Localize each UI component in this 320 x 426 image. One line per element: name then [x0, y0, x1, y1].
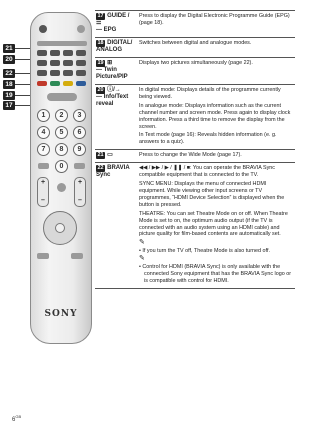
av-input-icon: [74, 163, 85, 169]
theatre-icon: [76, 60, 86, 66]
text-icon: [76, 70, 86, 76]
digit-4-button: 4: [37, 126, 50, 139]
remote-control-illustration: [0, 0, 96, 426]
key-cell: [95, 163, 137, 288]
description-cell: [137, 85, 295, 149]
digit-2-button: 2: [55, 109, 68, 122]
description-text: In analogue mode: Displays information such as the current channel number and screen mode. Press again to display clock information. Press a third time to remove the display from the screen.: [139, 102, 291, 130]
key-subname: ANALOG: [96, 47, 122, 53]
info-icon: [50, 60, 60, 66]
notes-icon: ✎: [139, 239, 145, 247]
callout-20: 20: [3, 55, 15, 64]
pause-icon: [63, 50, 73, 56]
rewind-icon: [37, 50, 47, 56]
key-cell: [95, 150, 137, 162]
digit-6-button: 6: [73, 126, 86, 139]
key-subname: — Twin Picture/PIP: [96, 67, 128, 80]
row-number-badge: 20: [97, 87, 104, 93]
digital-analog-icon: [37, 70, 47, 76]
standby-icon: [77, 25, 85, 33]
volume-up-label: +: [40, 179, 46, 186]
key-subname: — Info/Text reveal: [96, 94, 129, 107]
table-row: [95, 150, 295, 163]
sync-menu-icon: [63, 60, 73, 66]
table-row: [95, 58, 295, 85]
key-cell: [95, 11, 137, 37]
callout-22: 22: [3, 69, 15, 78]
description-text: Press to change the Wide Mode (page 17).: [139, 152, 242, 159]
previous-channel-icon: [38, 163, 49, 169]
description-cell: [137, 38, 295, 57]
description-text: Switches between digital and analogue modes.: [139, 40, 252, 46]
digit-7-button: 7: [37, 143, 50, 156]
description-text: Displays two pictures simultaneously (page 22).: [139, 60, 253, 66]
info-icon: ⓘ/→: [107, 87, 121, 93]
callout-19: 19: [3, 91, 15, 100]
description-cell: [137, 11, 295, 37]
callout-17: 17: [3, 101, 15, 110]
stop-icon: [76, 50, 86, 56]
table-row: [95, 38, 295, 58]
callout-18: 18: [3, 80, 15, 89]
digit-8-button: 8: [55, 143, 68, 156]
key-name: DIGITAL/: [107, 40, 133, 46]
row-number-badge: 21: [97, 152, 104, 159]
twin-picture-icon: ⊞: [107, 60, 113, 66]
description-text: Press to display the Digital Electronic Programme Guide (EPG) (page 18).: [139, 13, 290, 26]
page-number: [12, 414, 21, 423]
yellow-key-icon: [63, 81, 73, 86]
table-row: [95, 85, 295, 150]
key-cell: [95, 58, 137, 84]
digit-9-button: 9: [73, 143, 86, 156]
table-row: [95, 11, 295, 38]
blue-key-icon: [76, 81, 86, 86]
button-description-table: [95, 10, 295, 289]
volume-down-label: –: [41, 197, 45, 204]
options-icon: [71, 253, 83, 259]
row-number-badge: 17: [97, 13, 104, 19]
key-cell: [95, 85, 137, 149]
play-icon: [50, 50, 60, 56]
volume-rocker: [37, 177, 49, 207]
table-row: [95, 163, 295, 289]
row-number-badge: 19: [97, 60, 104, 66]
return-icon: [37, 253, 49, 259]
guide-icon: [63, 70, 73, 76]
row-number-badge: 22: [97, 165, 104, 172]
twin-picture-icon: [50, 70, 60, 76]
description-text: THEATRE: You can set Theatre Mode on or off. When Theatre Mode is set to on, the optimum audio output (if the TV is connected with an audio system using an HDMI cable) and picture quality for film-based contents are automatically set.: [139, 210, 288, 238]
key-name: GUIDE / ☰: [96, 13, 130, 26]
description-cell: [137, 150, 295, 162]
red-key-icon: [37, 81, 47, 86]
description-text: SYNC MENU: Displays the menu of connected HDMI equipment. While viewing other input screens or TV programmes, “HDMI Device Selection” is displayed when the button is pressed.: [139, 181, 285, 208]
remote-body: [30, 12, 92, 344]
description-text: ◀◀ / ▶▶ / ▶ / ❚❚ / ■: You can operate the BRAVIA Sync compatible equipment that is connected to the TV.: [139, 165, 275, 179]
note-text: • If you turn the TV off, Theatre Mode is also turned off.: [139, 248, 270, 255]
key-cell: [95, 38, 137, 57]
description-text: In Text mode (page 16): Reveals hidden information (e. g. answers to a quiz).: [139, 132, 277, 146]
bravia-sync-button-row: [37, 41, 87, 46]
programme-down-label: –: [78, 197, 82, 204]
page-number-suffix: GB: [15, 414, 22, 419]
description-cell: [137, 58, 295, 84]
digit-0-button: 0: [55, 160, 68, 173]
ok-button-icon: [55, 223, 65, 233]
wide-mode-icon: [37, 60, 47, 66]
key-name: BRAVIA: [107, 165, 130, 172]
mute-icon: [57, 183, 66, 192]
sony-logo: SONY: [44, 309, 78, 319]
green-key-icon: [50, 81, 60, 86]
home-icon: [47, 93, 77, 101]
digit-3-button: 3: [73, 109, 86, 122]
programme-rocker: [74, 177, 86, 207]
wide-mode-icon: ▭: [107, 152, 113, 159]
key-subname: Sync: [96, 172, 111, 179]
digit-1-button: 1: [37, 109, 50, 122]
digit-5-button: 5: [55, 126, 68, 139]
tv-power-icon: [39, 25, 47, 33]
navigation-pad: [43, 211, 77, 245]
description-cell: [137, 163, 295, 288]
page-number-value: 6: [12, 417, 16, 423]
row-number-badge: 18: [97, 40, 104, 46]
programme-up-label: +: [77, 179, 83, 186]
key-subname: — EPG: [96, 27, 117, 33]
notes-icon: ✎: [139, 255, 145, 263]
callout-21: 21: [3, 44, 15, 53]
description-text: In digital mode: Displays details of the programme currently being viewed.: [139, 87, 281, 100]
note-text: • Control for HDMI (BRAVIA Sync) is only available with the connected Sony equipment that has the BRAVIA Sync logo or is compatible with control for HDMI.: [139, 264, 292, 284]
